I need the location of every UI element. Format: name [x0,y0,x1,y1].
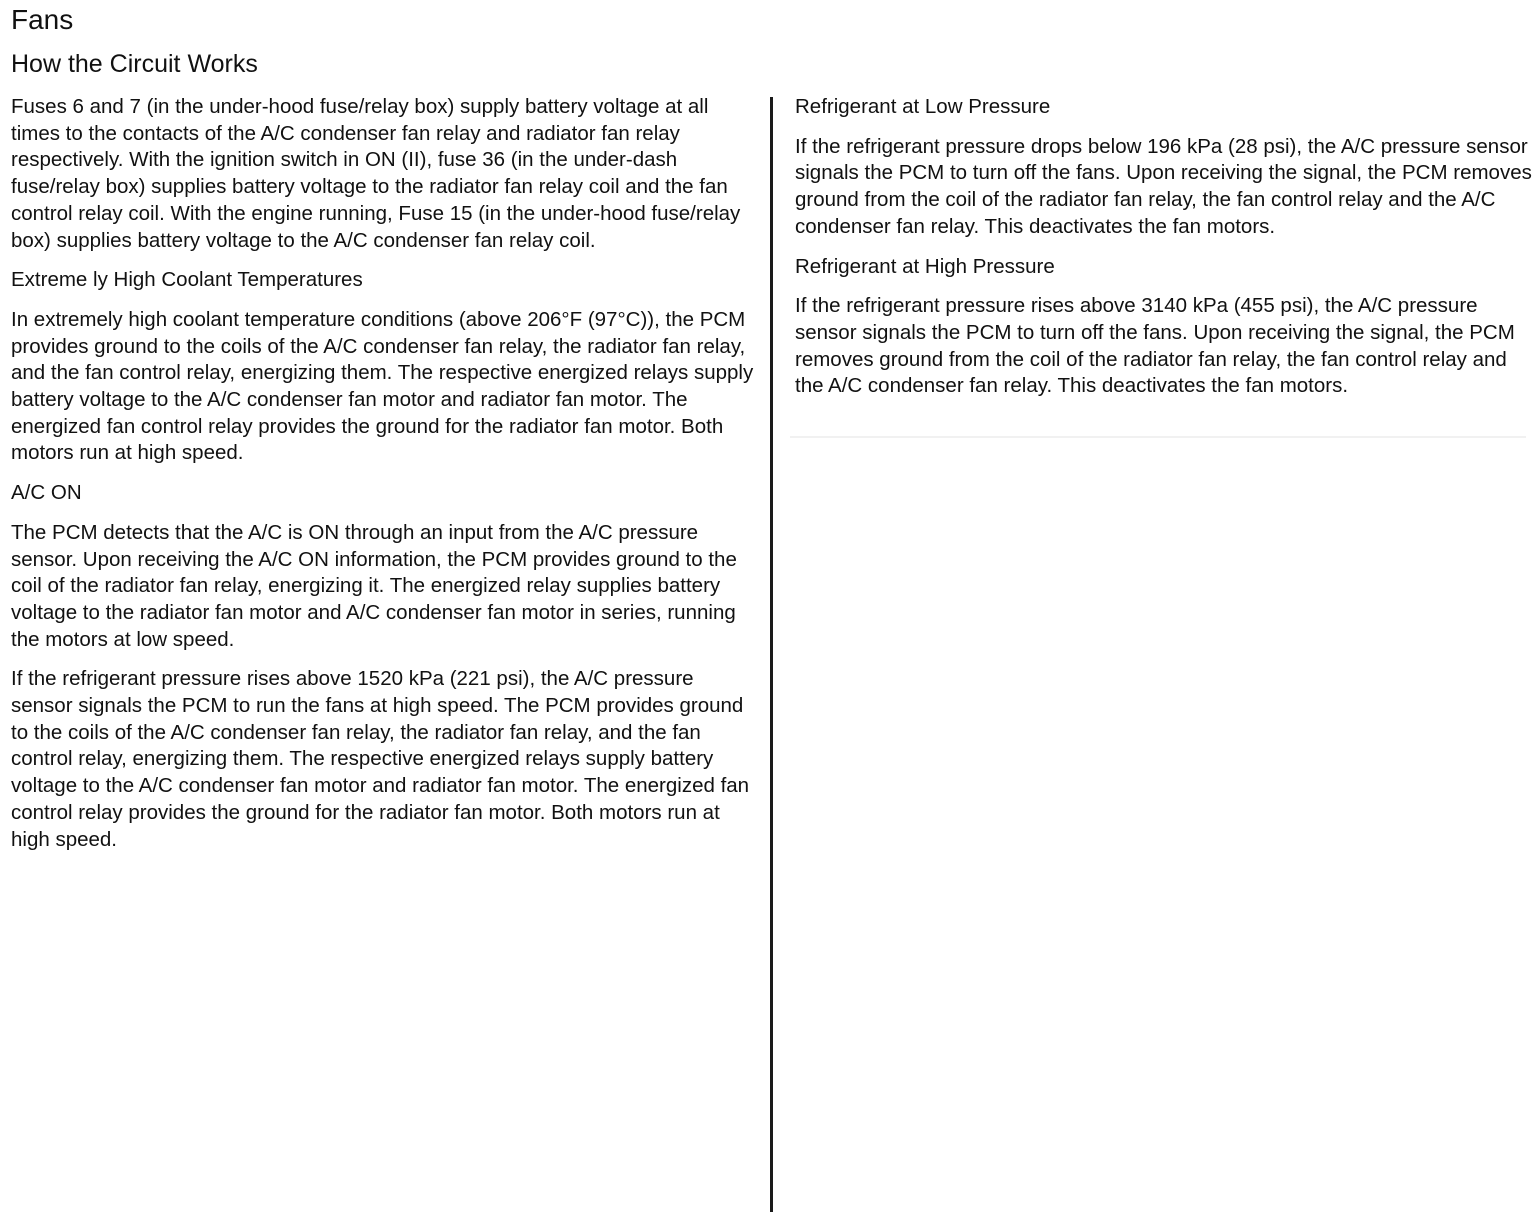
ac-on-heading: A/C ON [11,481,82,505]
right-column [795,94,1534,413]
extreme-temperature-paragraph: In extremely high coolant temperature conditions (above 206°F (97°C)), the PCM provides ground to the coils of the A/C condenser fan relay, the radiator fan relay, and the fan control relay, energizing them. The respective energized relays supply battery voltage to the A/C condenser fan motor and radiator fan motor. The energized fan control relay provides the ground for the radiator fan motor. Both motors run at high speed. [11,307,754,465]
high-pressure-heading: Refrigerant at High Pressure [795,254,1055,278]
low-pressure-paragraph: If the refrigerant pressure drops below 196 kPa (28 psi), the A/C pressure sensor signals the PCM to turn off the fans. Upon receiving the signal, the PCM removes ground from the coil of the radiator fan relay, the fan control relay and the A/C condenser fan relay. This deactivates the fan motors. [795,134,1532,238]
left-column [11,94,756,866]
section-title: How the Circuit Works [11,50,258,78]
ac-on-high-speed-paragraph: If the refrigerant pressure rises above 1520 kPa (221 psi), the A/C pressure sensor signals the PCM to run the fans at high speed. The PCM provides ground to the coils of the A/C condenser fan relay, the radiator fan relay, and the fan control relay, energizing them. The respective energized relays supply battery voltage to the A/C condenser fan motor and radiator fan motor. The energized fan control relay provides the ground for the radiator fan motor. Both motors run at high speed. [11,667,750,851]
high-pressure-paragraph: If the refrigerant pressure rises above 3140 kPa (455 psi), the A/C pressure sensor signals the PCM to turn off the fans. Upon receiving the signal, the PCM removes ground from the coil of the radiator fan relay, the fan control relay and the A/C condenser fan relay. This deactivates the fan motors. [795,294,1515,398]
column-divider [770,97,773,1212]
page-title: Fans [11,4,74,35]
intro-paragraph: Fuses 6 and 7 (in the under-hood fuse/relay box) supply battery voltage at all times to the contacts of the A/C condenser fan relay and radiator fan relay respectively. With the ignition switch in ON (II), fuse 36 (in the under-dash fuse/relay box) supplies battery voltage to the radiator fan relay coil and the fan control relay coil. With the engine running, Fuse 15 (in the under-hood fuse/relay box) supplies battery voltage to the A/C condenser fan relay coil. [11,95,741,252]
extreme-temperature-heading: Extreme ly High Coolant Temperatures [11,268,363,292]
faint-rule [790,436,1526,438]
low-pressure-heading: Refrigerant at Low Pressure [795,95,1051,118]
ac-on-paragraph: The PCM detects that the A/C is ON through an input from the A/C pressure sensor. Upon receiving the A/C ON information, the PCM provides ground to the coil of the radiator fan relay, energizing it. The energized relay supplies battery voltage to the radiator fan motor and A/C condenser fan motor in series, running the motors at low speed. [11,520,737,651]
